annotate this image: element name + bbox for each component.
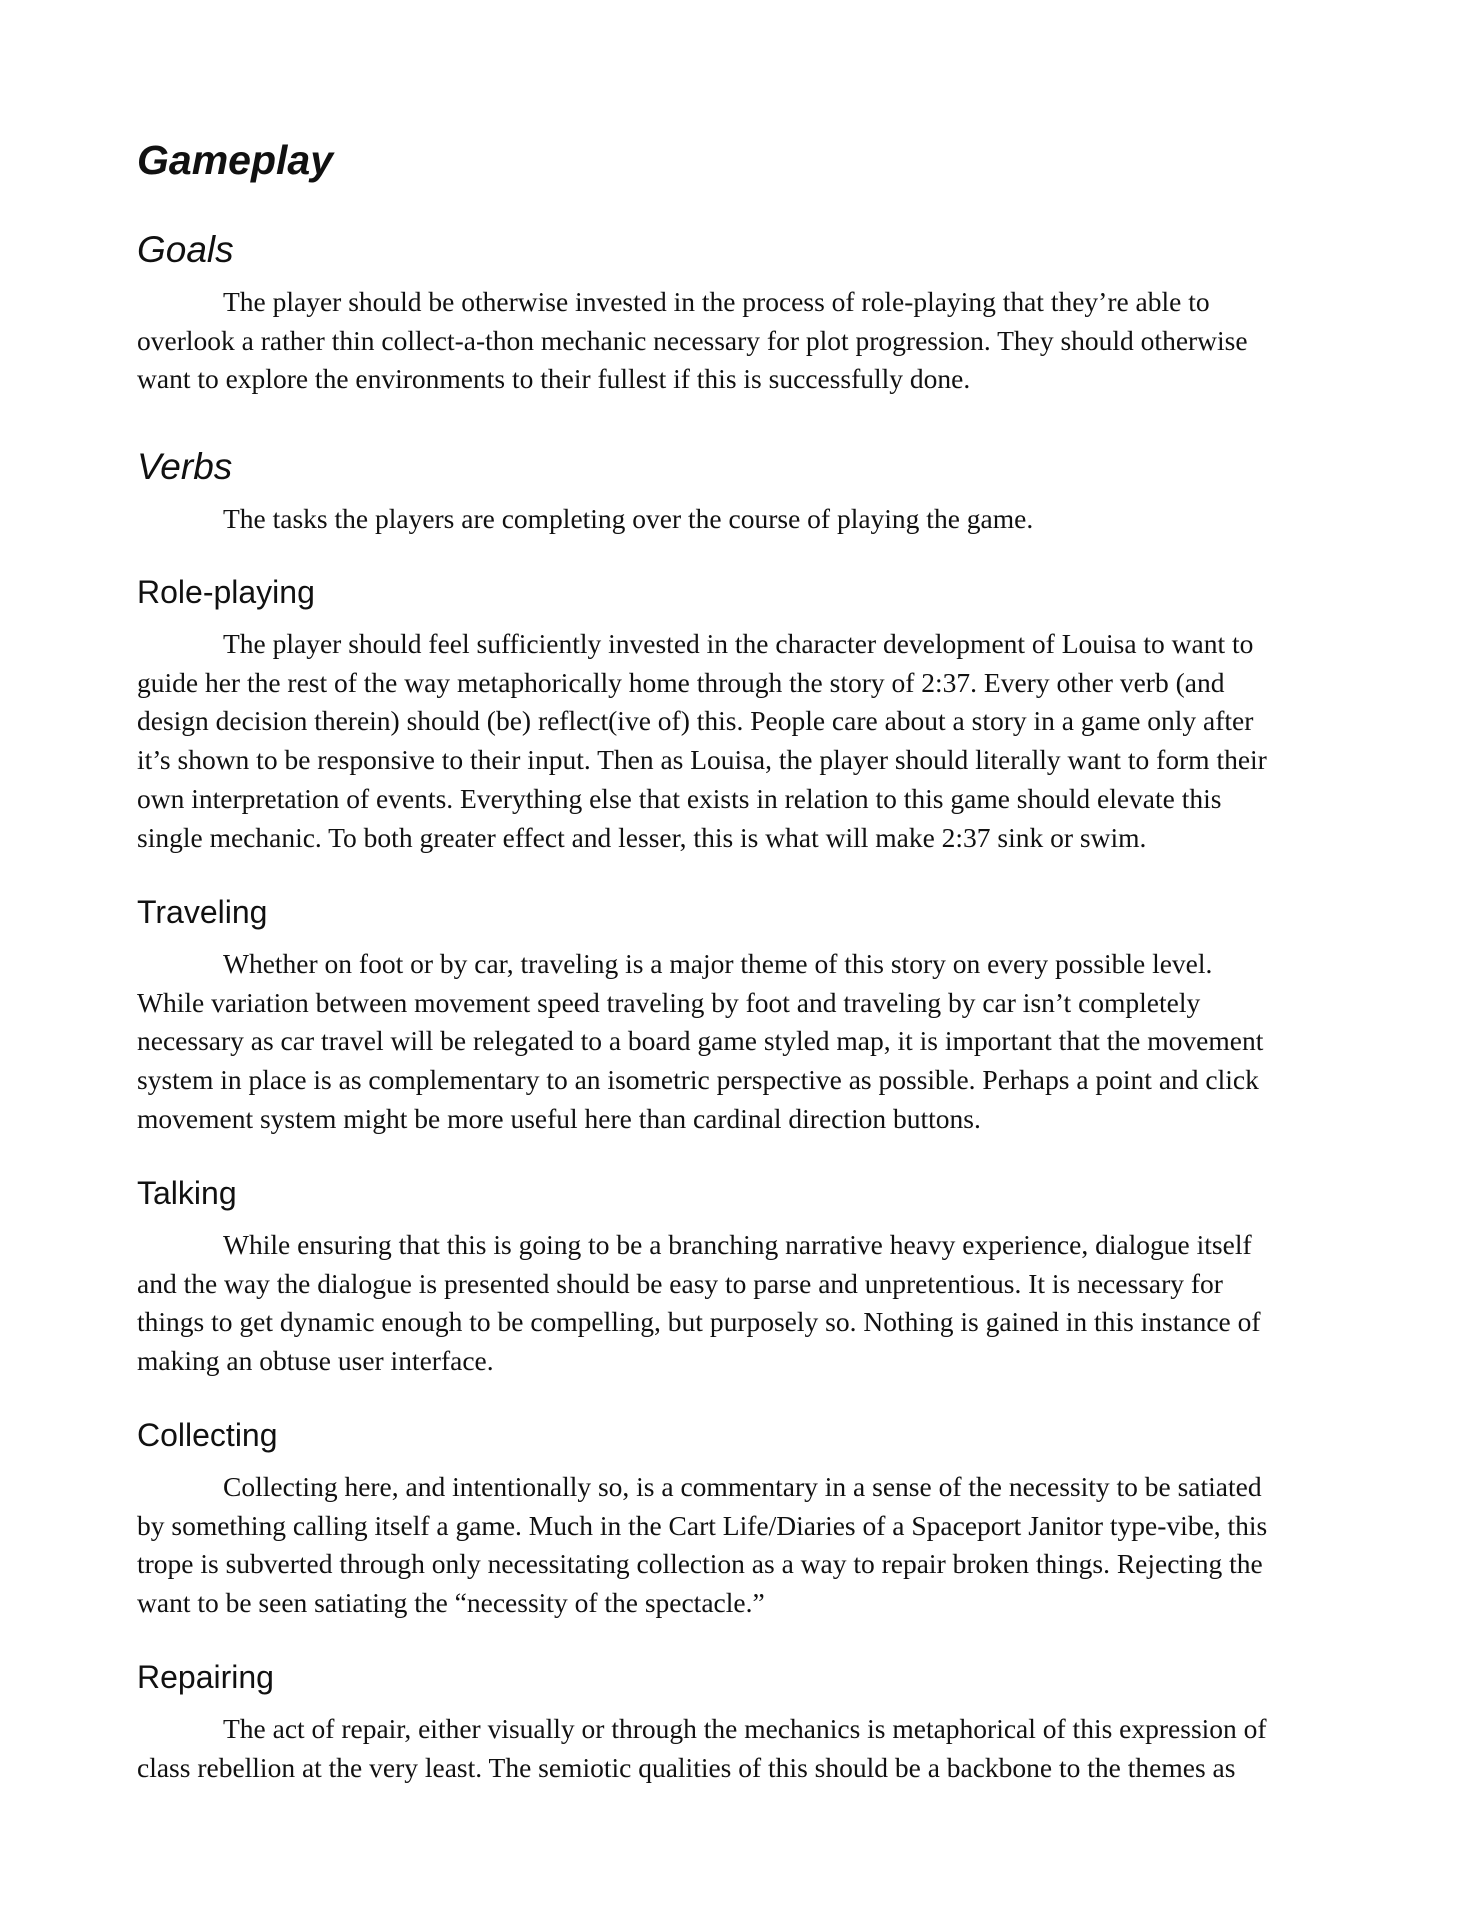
subsection-heading-repairing: Repairing: [137, 1659, 274, 1695]
paragraph-line: class rebellion at the very least. The semiotic qualities of this should be a backbone to the themes as: [137, 1751, 1236, 1783]
paragraph-line: want to explore the environments to their fullest if this is successfully done.: [137, 363, 971, 395]
paragraph-line: trope is subverted through only necessitating collection as a way to repair broken things. Rejecting the: [137, 1548, 1263, 1580]
section-heading-verbs: Verbs: [137, 446, 233, 487]
paragraph-line: want to be seen satiating the “necessity of the spectacle.”: [137, 1587, 765, 1619]
paragraph-line: single mechanic. To both greater effect and lesser, this is what will make 2:37 sink or swim.: [137, 821, 1147, 853]
paragraph-role-playing: [137, 625, 1267, 857]
paragraph-line: and the way the dialogue is presented should be easy to parse and unpretentious. It is necessary for: [137, 1267, 1223, 1299]
subsection-heading-traveling: Traveling: [137, 894, 268, 930]
paragraph-line: making an obtuse user interface.: [137, 1345, 494, 1377]
paragraph-line: overlook a rather thin collect-a-thon mechanic necessary for plot progression. They should otherwise: [137, 324, 1248, 356]
paragraph-line: system in place is as complementary to an isometric perspective as possible. Perhaps a point and click: [137, 1064, 1259, 1096]
paragraph-line: The player should be otherwise invested in the process of role-playing that they’re able to: [223, 286, 1210, 317]
subsection-heading-collecting: Collecting: [137, 1417, 278, 1453]
paragraph-line: The act of repair, either visually or through the mechanics is metaphorical of this expression of: [223, 1713, 1267, 1744]
paragraph-line: movement system might be more useful here than cardinal direction buttons.: [137, 1102, 981, 1134]
paragraph-traveling: [137, 945, 1263, 1139]
paragraph-line: Collecting here, and intentionally so, is a commentary in a sense of the necessity to be satiated: [223, 1471, 1262, 1502]
page-title: Gameplay: [137, 137, 333, 183]
paragraph-line: design decision therein) should (be) reflect(ive of) this. People care about a story in a game only after: [137, 705, 1254, 737]
paragraph-line: The player should feel sufficiently invested in the character development of Louisa to want to: [223, 628, 1254, 659]
section-heading-goals: Goals: [137, 229, 234, 270]
paragraph-goals: [137, 283, 1248, 399]
paragraph-line: The tasks the players are completing over the course of playing the game.: [223, 503, 1034, 534]
paragraph-talking: [137, 1226, 1261, 1381]
paragraph-line: While ensuring that this is going to be a branching narrative heavy experience, dialogue itself: [223, 1229, 1252, 1260]
paragraph-line: guide her the rest of the way metaphorically home through the story of 2:37. Every other verb (and: [137, 666, 1225, 698]
paragraph-line: own interpretation of events. Everything else that exists in relation to this game should elevate this: [137, 782, 1222, 814]
paragraph-line: it’s shown to be responsive to their input. Then as Louisa, the player should literally want to form their: [137, 744, 1267, 776]
paragraph-line: necessary as car travel will be relegated to a board game styled map, it is important that the movement: [137, 1025, 1264, 1057]
subsection-heading-role-playing: Role-playing: [137, 574, 315, 610]
paragraph-line: by something calling itself a game. Much in the Cart Life/Diaries of a Spaceport Janitor type-vibe, this: [137, 1509, 1268, 1541]
subsection-heading-talking: Talking: [137, 1175, 237, 1211]
paragraph-repairing: [137, 1710, 1267, 1787]
paragraph-line: things to get dynamic enough to be compelling, but purposely so. Nothing is gained in this instance of: [137, 1306, 1261, 1338]
paragraph-verbs: [137, 500, 1033, 539]
paragraph-line: While variation between movement speed traveling by foot and traveling by car isn’t completely: [137, 986, 1201, 1018]
paragraph-collecting: [137, 1468, 1267, 1623]
paragraph-line: Whether on foot or by car, traveling is a major theme of this story on every possible level.: [223, 948, 1213, 979]
